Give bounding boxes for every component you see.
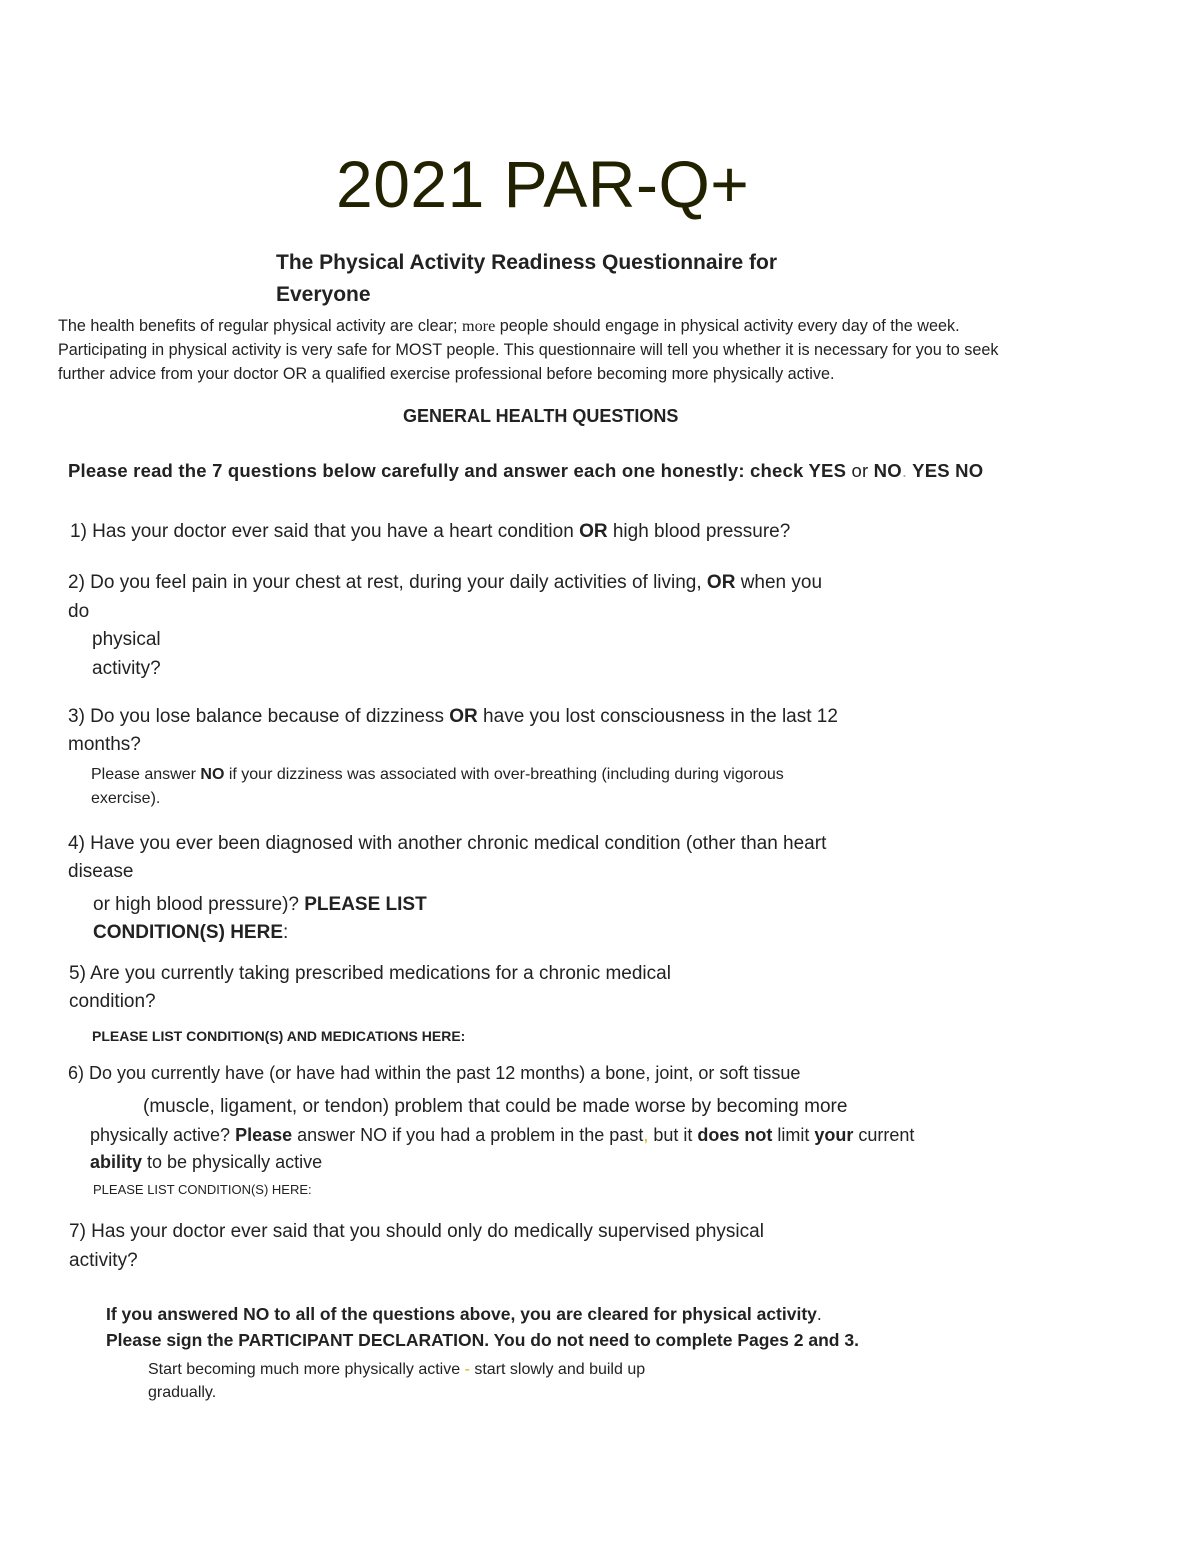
start-line-2: gradually.	[148, 1384, 217, 1401]
question-4: 4) Have you ever been diagnosed with another chronic medical condition (other than heart	[68, 833, 827, 854]
question-3-note: Please answer NO if your dizziness was associated with over-breathing (including during vigorous	[91, 766, 784, 783]
question-3-note-cont: exercise).	[91, 790, 161, 807]
question-4-cont-2: or high blood pressure)? PLEASE LIST	[93, 894, 427, 915]
question-2-cont-1: do	[68, 601, 90, 622]
question-7: 7) Has your doctor ever said that you should only do medically supervised physical	[69, 1221, 764, 1242]
cleared-line-1: If you answered NO to all of the questions above, you are cleared for physical activity.	[106, 1304, 822, 1324]
question-2-cont-3: activity?	[92, 658, 161, 679]
instructions: Please read the 7 questions below carefully and answer each one honestly: check YES or NO. YES NO	[68, 460, 984, 481]
question-4-list-label: CONDITION(S) HERE:	[93, 922, 289, 943]
yes-no-column-headers: YES NO	[907, 460, 984, 481]
question-2: 2) Do you feel pain in your chest at rest, during your daily activities of living, OR when you	[68, 572, 823, 593]
start-line-1: Start becoming much more physically active - start slowly and build up	[148, 1361, 646, 1378]
question-5-cont: condition?	[69, 991, 156, 1012]
question-1: 1) Has your doctor ever said that you have a heart condition OR high blood pressure?	[70, 521, 791, 542]
question-7-cont: activity?	[69, 1250, 138, 1271]
intro-line-1: The health benefits of regular physical activity are clear; more people should engage in physical activity every day of the week.	[58, 317, 960, 335]
question-3-cont: months?	[68, 734, 141, 755]
cleared-line-2: Please sign the PARTICIPANT DECLARATION. You do not need to complete Pages 2 and 3.	[106, 1330, 859, 1350]
question-4-cont-1: disease	[68, 861, 134, 882]
question-6-cont-3: ability to be physically active	[90, 1152, 323, 1172]
section-heading: GENERAL HEALTH QUESTIONS	[403, 406, 679, 426]
question-6-cont-1: (muscle, ligament, or tendon) problem that could be made worse by becoming more	[143, 1096, 848, 1117]
question-6: 6) Do you currently have (or have had within the past 12 months) a bone, joint, or soft tissue	[68, 1063, 801, 1083]
intro-line-3: further advice from your doctor OR a qualified exercise professional before becoming more physically active.	[58, 365, 835, 383]
question-2-cont-2: physical	[92, 629, 161, 650]
question-5-list-label: PLEASE LIST CONDITION(S) AND MEDICATIONS HERE:	[92, 1028, 466, 1044]
page-title: 2021 PAR-Q+	[336, 147, 750, 221]
question-5: 5) Are you currently taking prescribed medications for a chronic medical	[69, 963, 671, 984]
question-6-cont-2: physically active? Please answer NO if you had a problem in the past, but it does not limit your current	[90, 1125, 915, 1145]
subtitle-line-2: Everyone	[276, 283, 371, 306]
subtitle-line-1: The Physical Activity Readiness Questionnaire for	[276, 251, 778, 274]
intro-line-2: Participating in physical activity is very safe for MOST people. This questionnaire will tell you whether it is necessary for you to seek	[58, 341, 999, 359]
question-6-list-label: PLEASE LIST CONDITION(S) HERE:	[93, 1182, 312, 1197]
question-3: 3) Do you lose balance because of dizziness OR have you lost consciousness in the last 12	[68, 706, 838, 727]
